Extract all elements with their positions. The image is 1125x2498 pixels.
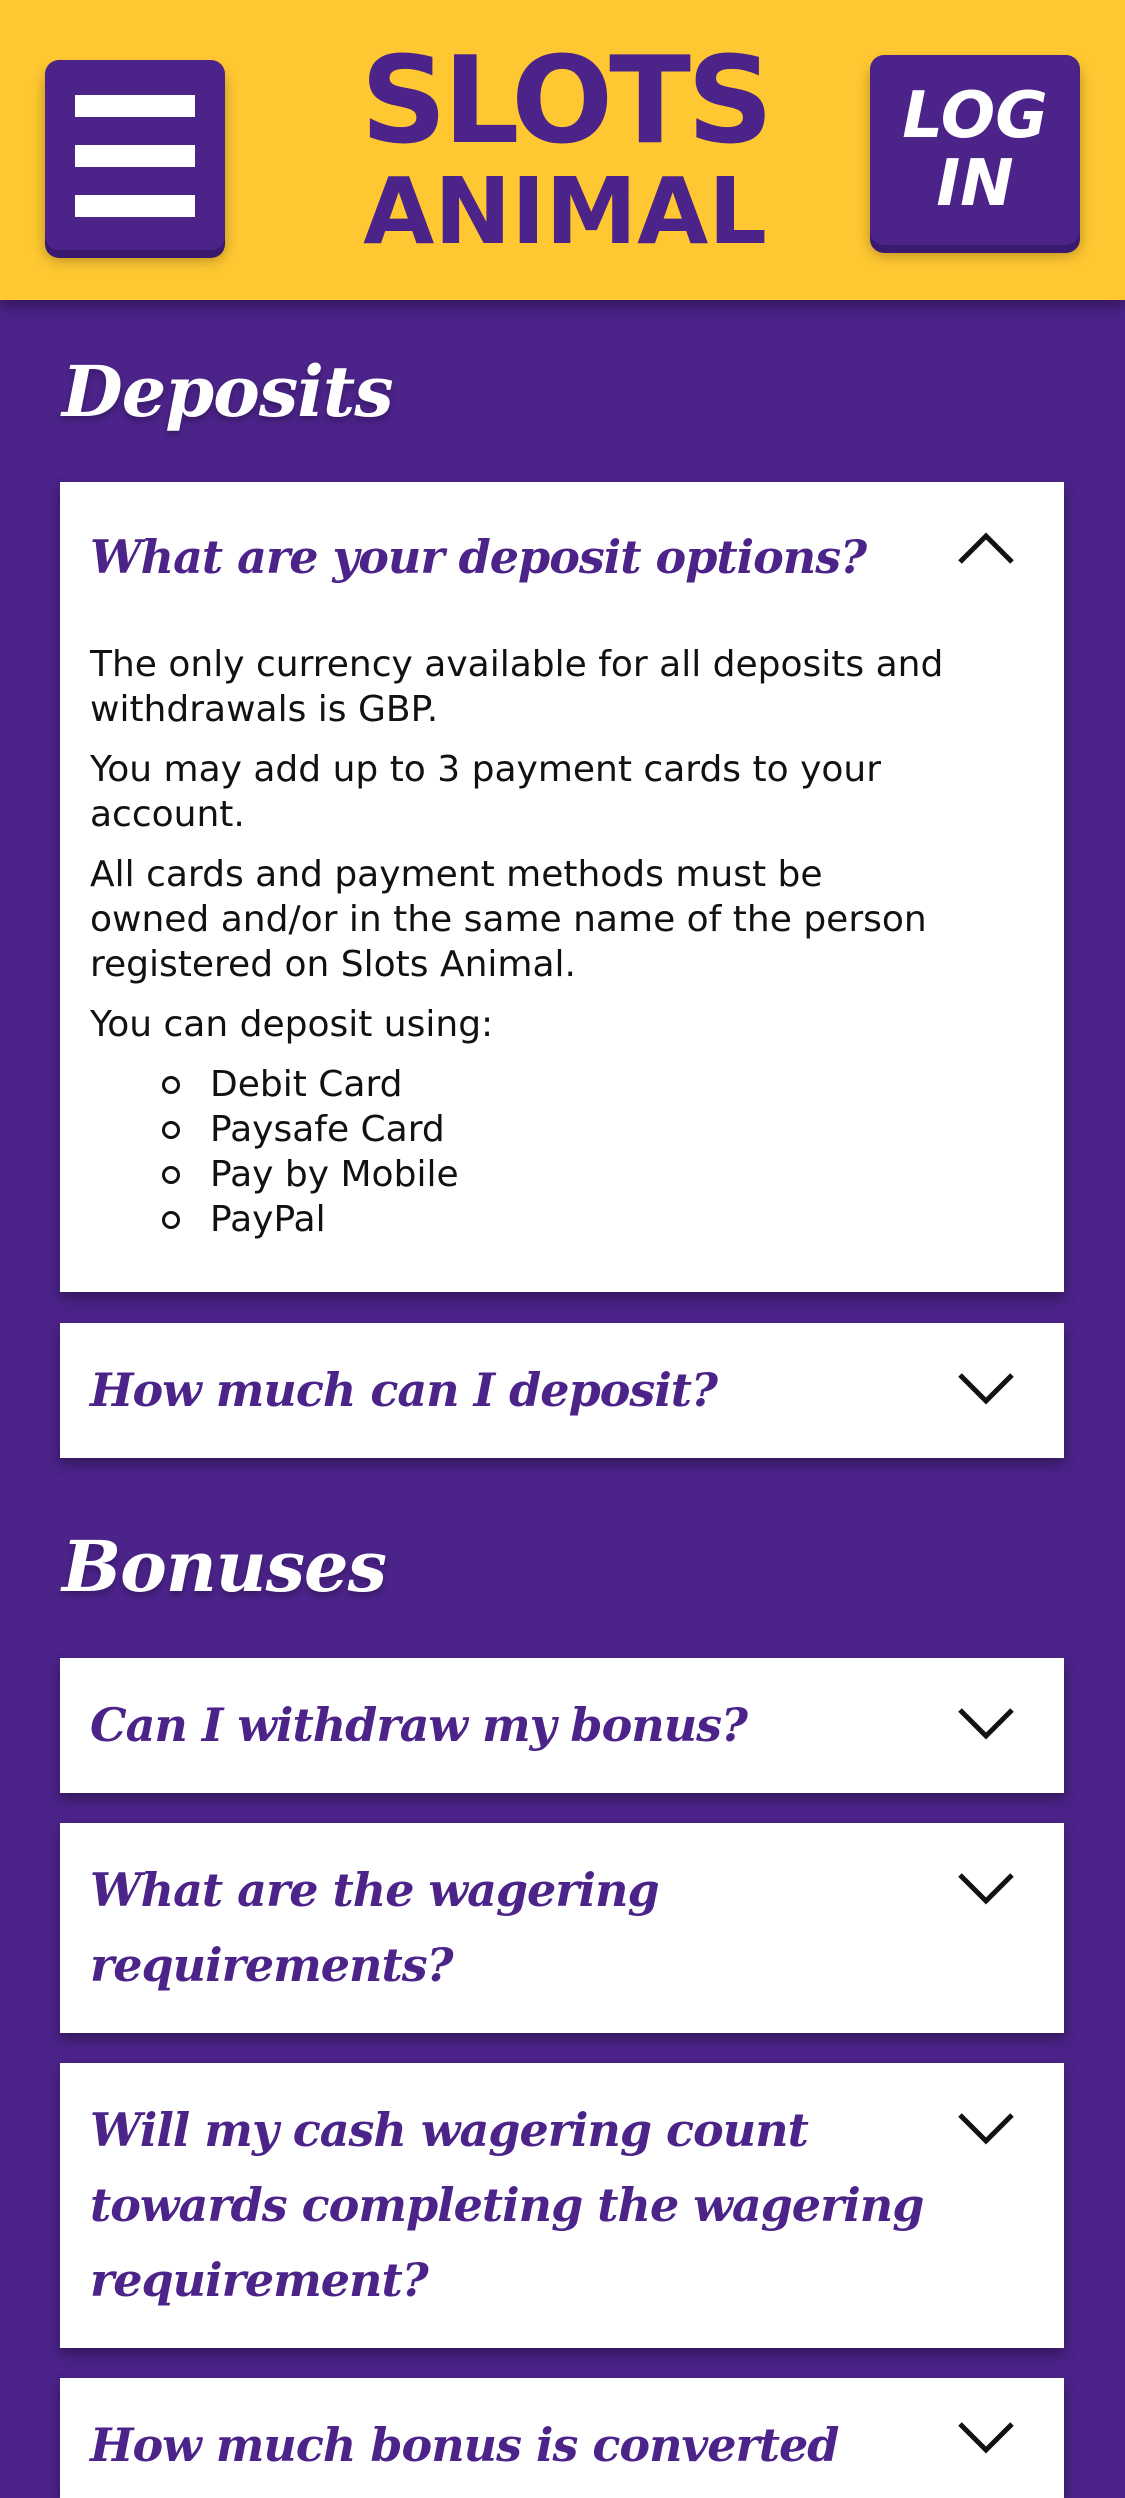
faq-question[interactable]: What are your deposit options? bbox=[90, 530, 867, 584]
chevron-up-icon[interactable] bbox=[956, 528, 1016, 568]
section-title-bonuses: Bonuses bbox=[62, 1525, 386, 1608]
faq-question[interactable]: How much bonus is converted bbox=[90, 2418, 839, 2472]
faq-item-bonus-converted[interactable] bbox=[60, 2378, 1064, 2498]
answer-paragraph: You may add up to 3 payment cards to your account. bbox=[90, 749, 882, 835]
faq-question[interactable]: What are the wagering requirements? bbox=[90, 1863, 659, 1992]
answer-paragraph: The only currency available for all deposits and withdrawals is GBP. bbox=[90, 644, 944, 730]
chevron-down-icon[interactable] bbox=[956, 1704, 1016, 1744]
deposit-methods-list bbox=[90, 1062, 950, 1242]
faq-question[interactable]: How much can I deposit? bbox=[90, 1363, 717, 1417]
faq-answer bbox=[90, 642, 950, 1242]
faq-item-how-much-deposit[interactable] bbox=[60, 1323, 1064, 1458]
site-header bbox=[0, 0, 1125, 300]
list-item: Debit Card bbox=[210, 1062, 950, 1107]
faq-item-cash-wagering[interactable] bbox=[60, 2063, 1064, 2348]
faq-item-deposit-options[interactable] bbox=[60, 482, 1064, 1292]
logo-line-1: SLOTS bbox=[360, 32, 770, 171]
faq-question[interactable]: Can I withdraw my bonus? bbox=[90, 1698, 747, 1752]
site-logo[interactable] bbox=[355, 32, 775, 265]
chevron-down-icon[interactable] bbox=[956, 1869, 1016, 1909]
login-button[interactable] bbox=[870, 55, 1080, 245]
faq-item-wagering-requirements[interactable] bbox=[60, 1823, 1064, 2033]
chevron-down-icon[interactable] bbox=[956, 2109, 1016, 2149]
menu-button[interactable] bbox=[45, 60, 225, 250]
answer-paragraph: All cards and payment methods must be owned and/or in the same name of the person registered on Slots Animal. bbox=[90, 854, 927, 985]
list-item: Paysafe Card bbox=[210, 1107, 950, 1152]
answer-paragraph: You can deposit using: bbox=[90, 1004, 494, 1045]
chevron-down-icon[interactable] bbox=[956, 2418, 1016, 2458]
list-item: PayPal bbox=[210, 1197, 950, 1242]
chevron-down-icon[interactable] bbox=[956, 1369, 1016, 1409]
section-title-deposits: Deposits bbox=[62, 350, 393, 433]
faq-item-withdraw-bonus[interactable] bbox=[60, 1658, 1064, 1793]
login-button-label: LOG IN bbox=[902, 79, 1048, 221]
logo-line-2: ANIMAL bbox=[363, 158, 767, 265]
faq-question[interactable]: Will my cash wagering count towards completing the wagering requirement? bbox=[90, 2103, 924, 2307]
list-item: Pay by Mobile bbox=[210, 1152, 950, 1197]
